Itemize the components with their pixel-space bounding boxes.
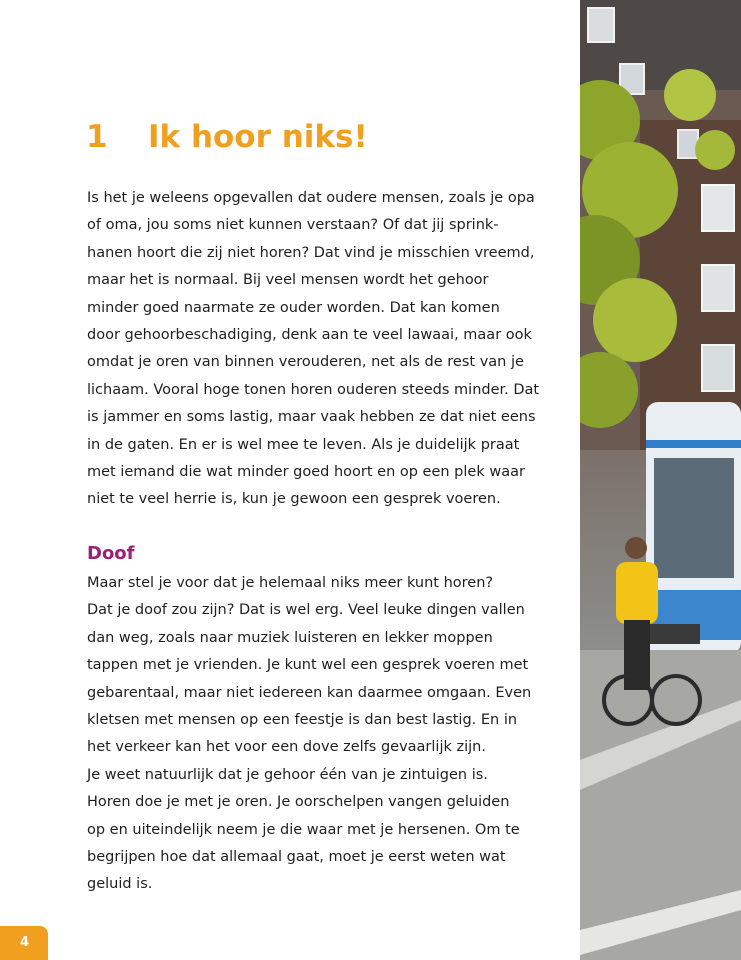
text-line: dan weg, zoals naar muziek luisteren en lekker moppen: [87, 629, 493, 646]
text-line: Is het je weleens opgevallen dat oudere mensen, zoals je opa: [87, 190, 535, 206]
chapter-title-text: Ik hoor niks!: [148, 119, 368, 155]
text-line: of oma, jou soms niet kunnen verstaan? Of dat jij sprink-: [87, 217, 499, 234]
doof-paragraph: [87, 570, 532, 899]
intro-paragraph: [87, 185, 540, 514]
text-line: op en uiteindelijk neem je die waar met je hersenen. Om te: [87, 821, 520, 838]
street-photo: [580, 0, 741, 960]
text-line: Horen doe je met je oren. Je oorschelpen vangen geluiden: [87, 794, 510, 811]
text-line: hanen hoort die zij niet horen? Dat vind je misschien vreemd,: [87, 244, 535, 261]
text-line: gebarentaal, maar niet iedereen kan daarmee omgaan. Even: [87, 684, 532, 701]
text-line: het verkeer kan het voor een dove zelfs gevaarlijk zijn.: [87, 739, 486, 756]
section-heading-doof: Doof: [87, 543, 135, 564]
text-line: Dat je doof zou zijn? Dat is wel erg. Veel leuke dingen vallen: [87, 602, 525, 619]
chapter-number: 1: [86, 119, 108, 155]
text-line: is jammer en soms lastig, maar vaak hebben ze dat niet eens: [87, 409, 536, 426]
text-line: maar het is normaal. Bij veel mensen wordt het gehoor: [87, 272, 489, 289]
text-line: geluid is.: [87, 876, 153, 893]
text-line: Maar stel je voor dat je helemaal niks meer kunt horen?: [87, 575, 494, 591]
text-line: door gehoorbeschadiging, denk aan te veel lawaai, maar ook: [87, 327, 532, 344]
text-line: minder goed naarmate ze ouder worden. Dat kan komen: [87, 299, 500, 316]
page-number: 4: [20, 935, 30, 950]
chapter-title: [86, 117, 368, 157]
text-line: begrijpen hoe dat allemaal gaat, moet je eerst weten wat: [87, 849, 506, 866]
text-line: in de gaten. En er is wel mee te leven. Als je duidelijk praat: [87, 436, 520, 453]
text-line: kletsen met mensen op een feestje is dan best lastig. En in: [87, 712, 518, 729]
text-line: niet te veel herrie is, kun je gewoon een gesprek voeren.: [87, 491, 501, 508]
text-line: omdat je oren van binnen verouderen, net als de rest van je: [87, 354, 524, 371]
text-line: Je weet natuurlijk dat je gehoor één van je zintuigen is.: [87, 766, 488, 783]
street-photo-illustration: [580, 0, 741, 960]
text-line: tappen met je vrienden. Je kunt wel een gesprek voeren met: [87, 657, 529, 674]
page-number-tab: [0, 926, 48, 960]
text-line: met iemand die wat minder goed hoort en op een plek waar: [87, 464, 525, 481]
text-line: lichaam. Vooral hoge tonen horen ouderen steeds minder. Dat: [87, 381, 540, 398]
